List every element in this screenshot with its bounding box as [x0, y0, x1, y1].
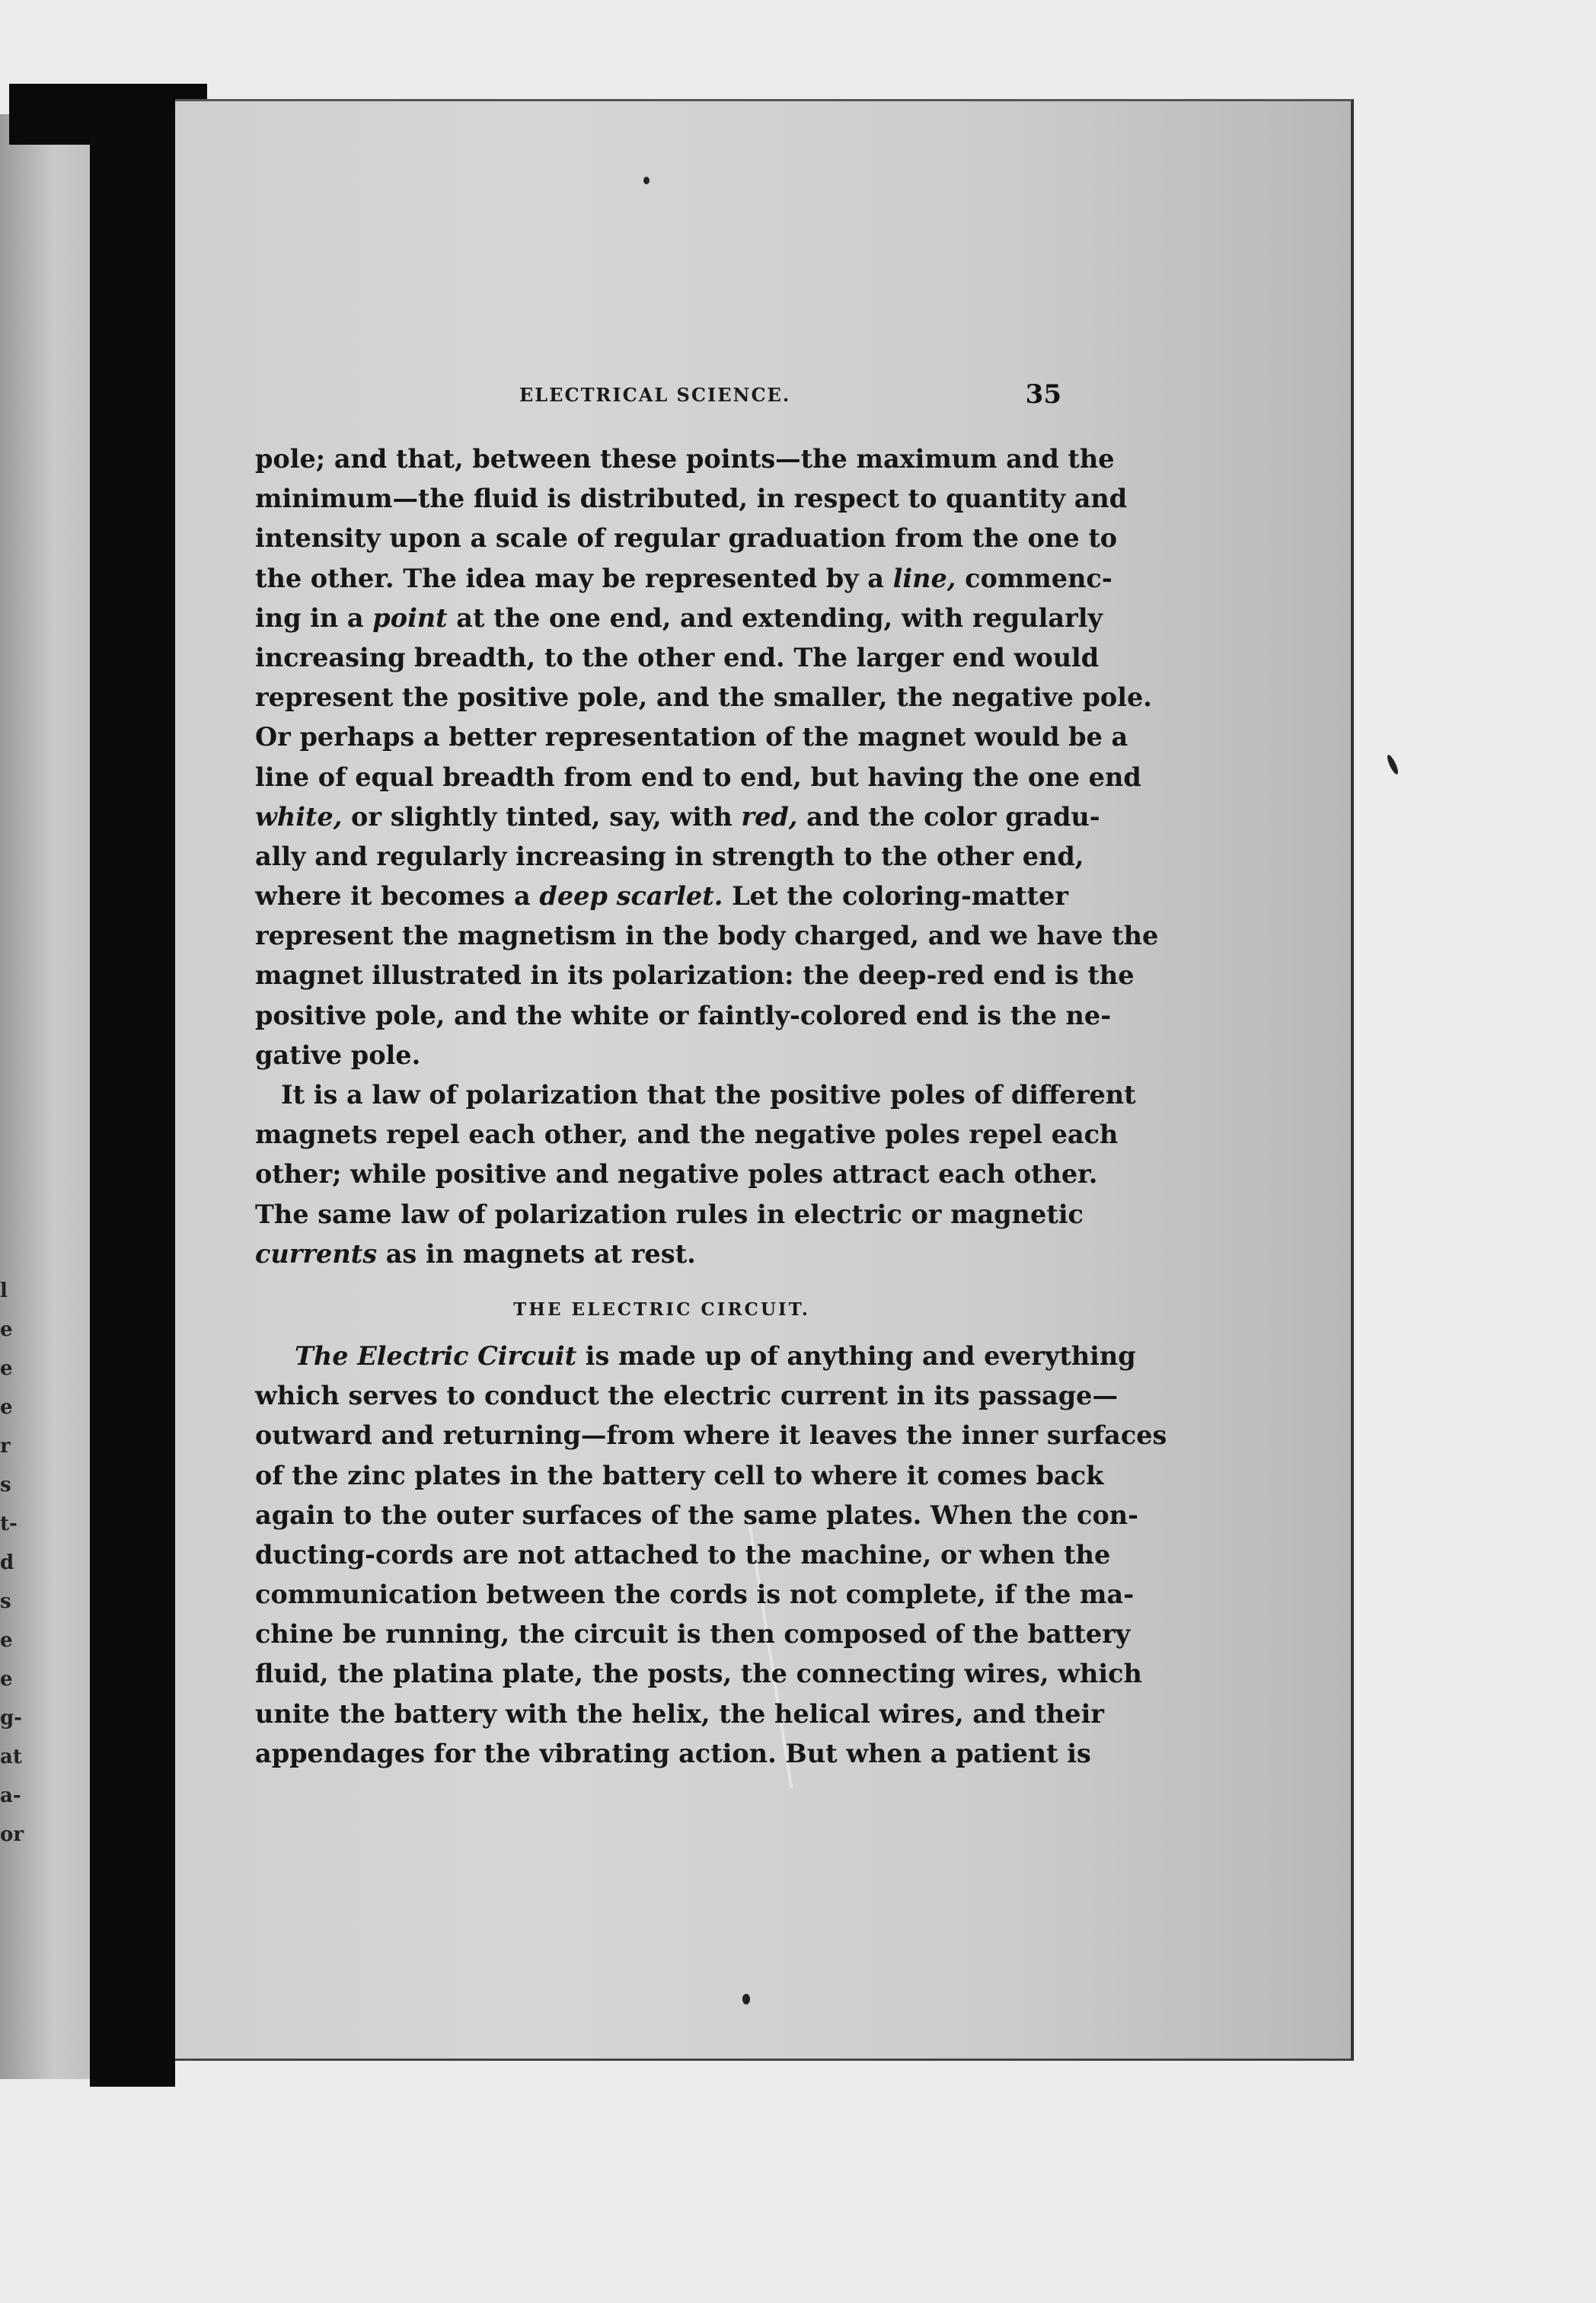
text-run: ing in a — [255, 602, 373, 633]
page-number: 35 — [1025, 379, 1061, 410]
text-line: represent the magnetism in the body charged, and we have the — [255, 921, 1159, 951]
text-run: Let the coloring-matter — [723, 881, 1068, 912]
left-letter: e — [0, 1629, 13, 1652]
text-line — [255, 599, 1103, 638]
text-line: unite the battery with the helix, the helical wires, and their — [255, 1698, 1104, 1729]
text-run: is made up of anything and everything — [576, 1340, 1136, 1371]
italic-word: point — [372, 602, 448, 633]
left-letter: e — [0, 1396, 13, 1419]
text-line: again to the outer surfaces of the same plates. When the con- — [255, 1500, 1139, 1530]
italic-word: currents — [255, 1238, 378, 1269]
italic-word: white, — [255, 801, 343, 832]
text-run: where it becomes a — [255, 881, 540, 912]
text-line — [255, 1337, 1136, 1376]
text-line: minimum—the fluid is distributed, in respect to quantity and — [255, 484, 1128, 514]
text-line: chine be running, the circuit is then composed of the battery — [255, 1619, 1131, 1650]
text-line: Or perhaps a better representation of the magnet would be a — [255, 722, 1128, 752]
running-head — [259, 379, 1066, 417]
text-line: ally and regularly increasing in strength to the other end, — [255, 841, 1084, 871]
text-line: The same law of polarization rules in electric or magnetic — [255, 1199, 1084, 1229]
text-line: of the zinc plates in the battery cell to where it comes back — [255, 1460, 1104, 1490]
text-run: or slightly tinted, say, with — [342, 801, 742, 832]
text-run: the other. The idea may be represented by a — [255, 563, 893, 593]
text-line — [255, 877, 1068, 916]
text-line: magnet illustrated in its polarization: the deep-red end is the — [255, 960, 1135, 991]
left-letter: e — [0, 1357, 13, 1380]
left-letter: s — [0, 1474, 11, 1496]
left-page-cut-off-letters — [0, 1272, 23, 1854]
left-letter: at — [0, 1746, 22, 1768]
left-letter: e — [0, 1668, 13, 1691]
left-letter: l — [0, 1279, 8, 1302]
left-letter: s — [0, 1590, 11, 1613]
left-letter: d — [0, 1551, 14, 1574]
text-line — [255, 1235, 1068, 1274]
italic-phrase: The Electric Circuit — [295, 1340, 577, 1371]
italic-word: deep scarlet. — [539, 881, 723, 912]
text-line: It is a law of polarization that the positive poles of different — [281, 1080, 1136, 1110]
italic-word: line, — [892, 563, 956, 593]
ink-speck — [643, 177, 650, 184]
text-run: as in magnets at rest. — [377, 1238, 696, 1269]
text-line: appendages for the vibrating action. But when a patient is — [255, 1738, 1091, 1768]
left-letter: t- — [0, 1512, 18, 1535]
ink-speck — [1385, 754, 1400, 776]
italic-word: red, — [741, 801, 798, 832]
text-line: ducting-cords are not attached to the machine, or when the — [255, 1539, 1111, 1570]
book-spine-gutter — [90, 114, 175, 2087]
text-run: at the one end, and extending, with regularly — [447, 602, 1103, 633]
text-line: other; while positive and negative poles attract each other. — [255, 1159, 1098, 1190]
text-line: pole; and that, between these points—the maximum and the — [255, 444, 1115, 474]
left-letter: e — [0, 1318, 13, 1341]
text-line: represent the positive pole, and the smaller, the negative pole. — [255, 682, 1152, 713]
text-line: fluid, the platina plate, the posts, the connecting wires, which — [255, 1659, 1142, 1689]
left-letter: g- — [0, 1707, 22, 1730]
text-run: commenc- — [956, 563, 1112, 593]
text-line: line of equal breadth from end to end, but having the one end — [255, 762, 1141, 792]
text-line: magnets repel each other, and the negative poles repel each — [255, 1120, 1119, 1150]
text-line: gative pole. — [255, 1040, 421, 1070]
text-line: outward and returning—from where it leaves the inner surfaces — [255, 1420, 1167, 1451]
ink-speck — [742, 1994, 750, 2004]
text-line: communication between the cords is not complete, if the ma- — [255, 1580, 1135, 1610]
text-line: increasing breadth, to the other end. The larger end would — [255, 642, 1100, 672]
section-heading: THE ELECTRIC CIRCUIT. — [513, 1298, 810, 1320]
text-line: intensity upon a scale of regular graduation from the one to — [255, 523, 1118, 554]
text-line: positive pole, and the white or faintly-colored end is the ne- — [255, 1000, 1112, 1030]
text-line: which serves to conduct the electric current in its passage— — [255, 1381, 1118, 1411]
running-title: ELECTRICAL SCIENCE. — [519, 384, 791, 406]
left-letter: or — [0, 1823, 24, 1846]
text-line — [255, 559, 1112, 599]
text-run: and the color gradu- — [797, 801, 1100, 832]
page-body — [255, 439, 1167, 1774]
text-line — [255, 797, 1100, 837]
left-letter: r — [0, 1435, 11, 1458]
left-letter: a- — [0, 1784, 21, 1807]
